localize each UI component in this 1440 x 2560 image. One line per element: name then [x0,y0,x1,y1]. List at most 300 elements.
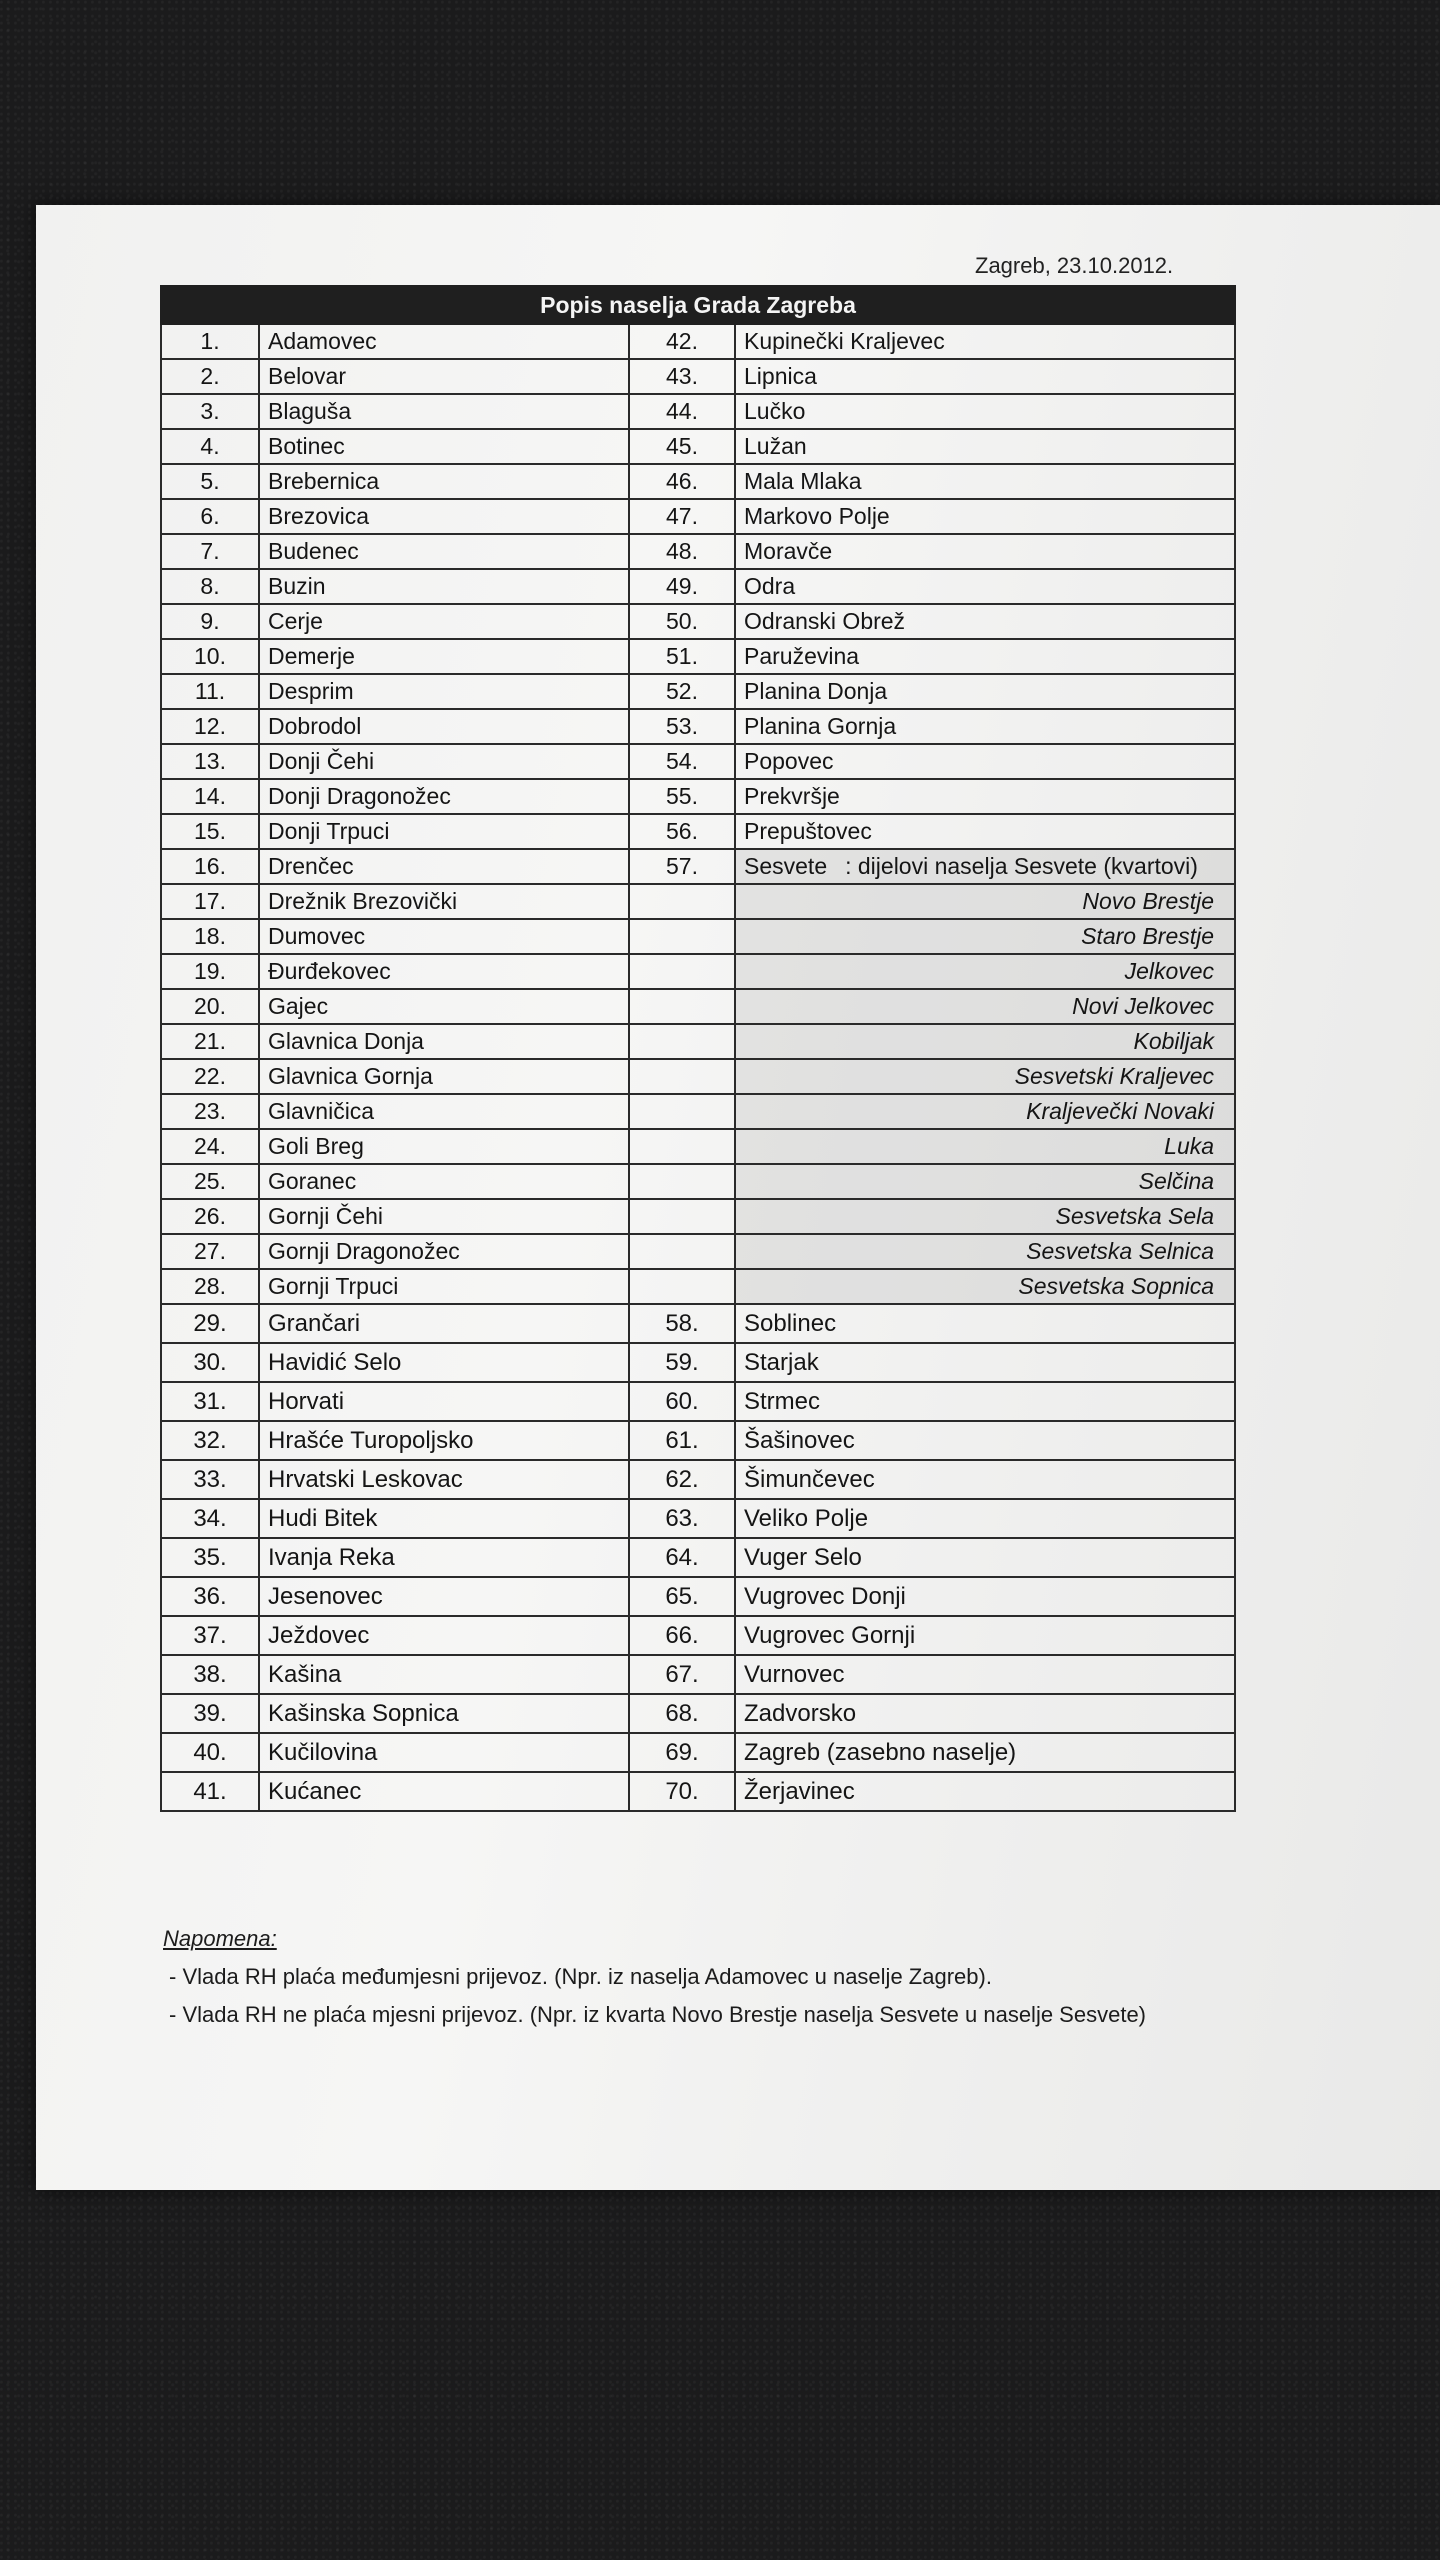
right-number-text: 58. [665,1309,699,1337]
left-settlement-text: Dumovec [268,923,366,949]
right-number [629,359,735,394]
right-settlement [735,429,1235,464]
left-number-text: 34. [193,1504,227,1532]
left-number [161,1694,259,1733]
right-number [629,709,735,744]
left-number-text: 11. [194,678,226,704]
left-settlement [259,1164,629,1199]
right-settlement [735,709,1235,744]
note-line-2: - Vlada RH ne plaća mjesni prijevoz. (Npr. iz kvarta Novo Brestje naselja Sesvete u naselje Sesvete) [169,2002,1147,2027]
table-row [161,1772,1235,1811]
left-settlement-text: Gornji Trpuci [268,1273,399,1299]
sesvete-quarter [735,1164,1235,1199]
right-number-text: 49. [666,573,698,599]
sesvete-quarter-text: Luka [1164,1133,1215,1159]
right-settlement [735,1733,1235,1772]
table-row [161,1164,1235,1199]
right-number [629,1304,735,1343]
right-settlement [735,1577,1235,1616]
right-number [629,499,735,534]
table-row [161,1094,1235,1129]
left-number [161,1577,259,1616]
left-settlement [259,1499,629,1538]
right-number [629,1577,735,1616]
right-settlement-text: Planina Donja [744,678,888,704]
left-number [161,1304,259,1343]
table-row [161,954,1235,989]
left-number-text: 25. [194,1168,226,1194]
left-number-text: 38. [193,1660,227,1688]
right-number [629,324,735,359]
right-number-text: 61. [665,1426,699,1454]
sesvete-quarter-text: Sesvetska Selnica [1026,1238,1215,1264]
left-number-text: 10. [194,643,226,669]
table-row [161,1421,1235,1460]
left-number-text: 8. [200,573,220,599]
right-number [629,569,735,604]
left-settlement [259,534,629,569]
left-number-text: 6. [200,503,220,529]
left-number [161,919,259,954]
note-block [163,1920,1146,2034]
left-number [161,1059,259,1094]
left-settlement-text: Glavnica Gornja [268,1063,433,1089]
sesvete-quarter-text: Staro Brestje [1081,923,1215,949]
right-settlement [735,779,1235,814]
left-number-text: 41. [193,1777,227,1805]
left-settlement [259,1421,629,1460]
sesvete-quarter [735,1129,1235,1164]
left-settlement-text: Glavnica Donja [268,1028,424,1054]
table-row [161,639,1235,674]
left-settlement [259,1733,629,1772]
left-settlement-text: Cerje [268,608,323,634]
table-row [161,499,1235,534]
left-settlement-text: Hudi Bitek [268,1504,378,1532]
left-number [161,884,259,919]
table-row [161,1234,1235,1269]
left-number [161,639,259,674]
left-settlement-text: Gornji Čehi [268,1203,384,1229]
right-number [629,1655,735,1694]
left-settlement-text: Kučilovina [268,1738,378,1766]
left-number-text: 33. [193,1465,227,1493]
sesvete-quarter [735,919,1235,954]
right-settlement [735,464,1235,499]
left-number-text: 17. [194,888,226,914]
table-row [161,1538,1235,1577]
right-number [629,1199,735,1234]
sesvete-quarter-text: Sesvetska Sopnica [1018,1273,1215,1299]
right-settlement [735,569,1235,604]
table-row [161,1733,1235,1772]
left-settlement [259,814,629,849]
table-row [161,884,1235,919]
table-row [161,569,1235,604]
left-number-text: 3. [200,398,220,424]
left-settlement [259,884,629,919]
left-settlement [259,604,629,639]
left-number-text: 26. [194,1203,226,1229]
right-number [629,1460,735,1499]
left-number-text: 28. [194,1273,226,1299]
sesvete-quarter-text: Sesvetski Kraljevec [1014,1063,1215,1089]
right-settlement-text: Žerjavinec [744,1777,855,1805]
sesvete-quarter-text: Jelkovec [1124,958,1215,984]
left-settlement-text: Adamovec [268,328,377,354]
settlements-table [160,285,1236,1812]
note-title: Napomena: [163,1926,277,1951]
right-number [629,814,735,849]
left-settlement [259,1460,629,1499]
right-settlement [735,604,1235,639]
right-number-text: 54. [666,748,698,774]
right-number [629,674,735,709]
sesvete-quarter [735,884,1235,919]
left-number [161,849,259,884]
left-number-text: 32. [193,1426,227,1454]
right-number-text: 42. [666,328,698,354]
right-number-text: 64. [665,1543,699,1571]
table-row [161,1616,1235,1655]
right-number [629,394,735,429]
right-settlement-text: Prepuštovec [744,818,872,844]
right-number-text: 45. [666,433,698,459]
sesvete-quarter [735,1059,1235,1094]
table-row [161,359,1235,394]
right-number [629,884,735,919]
right-settlement [735,1382,1235,1421]
left-number [161,1129,259,1164]
left-settlement [259,1343,629,1382]
right-number [629,1094,735,1129]
left-number-text: 37. [193,1621,227,1649]
left-number-text: 35. [193,1543,227,1571]
right-number [629,1164,735,1199]
left-settlement [259,1199,629,1234]
sesvete-quarter-text: Novi Jelkovec [1072,993,1215,1019]
left-settlement-text: Kašina [268,1660,342,1688]
table-row [161,464,1235,499]
table-row [161,534,1235,569]
left-settlement-text: Gajec [268,993,329,1019]
table-row [161,604,1235,639]
left-number [161,1733,259,1772]
table-row [161,1343,1235,1382]
right-number [629,1772,735,1811]
left-settlement-text: Glavničica [268,1098,375,1124]
right-settlement-text: Lipnica [744,363,817,389]
right-number [629,534,735,569]
left-number-text: 40. [193,1738,227,1766]
left-number [161,744,259,779]
table-row [161,1199,1235,1234]
left-number-text: 39. [193,1699,227,1727]
sesvete-quarter-text: Kraljevečki Novaki [1026,1098,1215,1124]
left-number-text: 14. [194,783,226,809]
table-row [161,1129,1235,1164]
table-row [161,1577,1235,1616]
right-number-text: 59. [665,1348,699,1376]
left-settlement-text: Kućanec [268,1777,362,1805]
right-number-text: 62. [665,1465,699,1493]
left-settlement [259,1129,629,1164]
table-row [161,849,1235,884]
sesvete-quarter [735,1024,1235,1059]
left-settlement-text: Gornji Dragonožec [268,1238,460,1264]
left-number-text: 1. [200,328,220,354]
left-settlement [259,464,629,499]
right-number-text: 46. [666,468,698,494]
left-settlement [259,1694,629,1733]
document-date: Zagreb, 23.10.2012. [975,253,1174,278]
table-row [161,779,1235,814]
left-number [161,1772,259,1811]
right-number [629,1343,735,1382]
left-number-text: 29. [193,1309,227,1337]
right-number [629,1694,735,1733]
right-settlement [735,1538,1235,1577]
right-settlement-text: Mala Mlaka [744,468,862,494]
right-settlement-text: Vuger Selo [744,1543,862,1571]
left-settlement [259,359,629,394]
table-row [161,1024,1235,1059]
left-settlement [259,779,629,814]
left-number-text: 4. [200,433,220,459]
left-number [161,779,259,814]
right-settlement [735,324,1235,359]
right-settlement [735,639,1235,674]
left-number [161,569,259,604]
table-row [161,1655,1235,1694]
left-settlement [259,1655,629,1694]
left-settlement-text: Hrašće Turopoljsko [268,1426,474,1454]
left-settlement-text: Botinec [268,433,345,459]
left-number-text: 16. [194,853,226,879]
left-settlement [259,744,629,779]
right-number [629,1499,735,1538]
left-number [161,324,259,359]
table-row [161,324,1235,359]
left-settlement-text: Hrvatski Leskovac [268,1465,463,1493]
table-row [161,394,1235,429]
left-settlement-text: Horvati [268,1387,345,1415]
left-settlement [259,1616,629,1655]
right-number [629,429,735,464]
right-settlement-text: Šimunčevec [744,1465,875,1493]
right-number-text: 44. [666,398,698,424]
right-settlement [735,1499,1235,1538]
left-settlement [259,1269,629,1304]
left-settlement-text: Ježdovec [268,1621,370,1649]
left-settlement [259,1094,629,1129]
left-settlement [259,1577,629,1616]
left-number [161,604,259,639]
right-settlement-text: Odranski Obrež [744,608,906,634]
right-number [629,1382,735,1421]
left-settlement-text: Blaguša [268,398,352,424]
left-settlement [259,919,629,954]
table-row [161,989,1235,1024]
table-title: Popis naselja Grada Zagreba [161,286,1235,324]
left-number [161,1343,259,1382]
right-number [629,464,735,499]
sesvete-quarter [735,1234,1235,1269]
right-number [629,639,735,674]
left-number-text: 12. [194,713,226,739]
right-settlement [735,814,1235,849]
right-number [629,604,735,639]
right-settlement-text: Zadvorsko [744,1699,857,1727]
left-settlement-text: Belovar [268,363,346,389]
left-settlement [259,1234,629,1269]
right-number [629,1733,735,1772]
right-settlement-text: Lužan [744,433,807,459]
left-settlement-text: Brebernica [268,468,380,494]
right-number-text: 43. [666,363,698,389]
left-settlement-text: Donji Trpuci [268,818,390,844]
right-settlement-text: Vugrovec Donji [744,1582,906,1610]
right-settlement-text: Strmec [744,1387,821,1415]
sesvete-quarter-text: Kobiljak [1133,1028,1215,1054]
sesvete-quarter [735,989,1235,1024]
right-number [629,989,735,1024]
right-number-text: 48. [666,538,698,564]
table-row [161,744,1235,779]
right-settlement-text: Planina Gornja [744,713,897,739]
right-settlement-text: Starjak [744,1348,819,1376]
right-settlement-text: Soblinec [744,1309,837,1337]
right-number [629,1024,735,1059]
right-settlement-text: Popovec [744,748,834,774]
left-settlement-text: Grančari [268,1309,361,1337]
left-number [161,359,259,394]
left-settlement [259,1059,629,1094]
right-settlement [735,499,1235,534]
left-settlement [259,989,629,1024]
right-number [629,1616,735,1655]
left-settlement [259,1024,629,1059]
left-settlement-text: Desprim [268,678,354,704]
left-number [161,1421,259,1460]
left-number [161,464,259,499]
left-settlement-text: Drenčec [268,853,354,879]
right-number-text: 70. [665,1777,699,1805]
right-number [629,1129,735,1164]
left-number-text: 5. [200,468,220,494]
right-number-text: 50. [666,608,698,634]
sesvete-quarter [735,1269,1235,1304]
left-number [161,1382,259,1421]
right-settlement [735,849,1235,884]
right-number [629,1234,735,1269]
left-number-text: 21. [194,1028,226,1054]
left-number [161,1499,259,1538]
left-number [161,1460,259,1499]
right-number-text: 66. [665,1621,699,1649]
left-number [161,1269,259,1304]
left-number [161,1538,259,1577]
left-settlement [259,674,629,709]
right-settlement [735,534,1235,569]
left-number [161,1234,259,1269]
right-number [629,744,735,779]
right-settlement [735,1460,1235,1499]
right-number-text: 56. [666,818,698,844]
right-number-text: 63. [665,1504,699,1532]
left-number-text: 30. [193,1348,227,1376]
sesvete-quarter [735,954,1235,989]
left-number-text: 13. [194,748,226,774]
left-number-text: 7. [200,538,220,564]
right-settlement [735,359,1235,394]
right-settlement [735,1304,1235,1343]
right-number-text: 68. [665,1699,699,1727]
table-body [161,324,1235,1811]
right-number [629,1421,735,1460]
table-row [161,709,1235,744]
left-settlement-text: Kašinska Sopnica [268,1699,459,1727]
left-number-text: 20. [194,993,226,1019]
left-settlement [259,394,629,429]
right-number-text: 69. [665,1738,699,1766]
left-settlement [259,709,629,744]
sesvete-quarter [735,1199,1235,1234]
left-number-text: 9. [200,608,220,634]
right-settlement-text: Moravče [744,538,833,564]
right-settlement [735,1616,1235,1655]
left-number [161,1024,259,1059]
right-settlement-text: Vugrovec Gornji [744,1621,916,1649]
right-number-text: 47. [666,503,698,529]
table-row [161,919,1235,954]
sesvete-quarter [735,1094,1235,1129]
left-settlement-text: Đurđekovec [268,958,391,984]
left-number [161,709,259,744]
right-settlement [735,1694,1235,1733]
left-settlement [259,954,629,989]
right-settlement-text: Prekvršje [744,783,840,809]
sesvete-quarter-text: Novo Brestje [1082,888,1215,914]
right-settlement-text: Veliko Polje [744,1504,869,1532]
right-number [629,1538,735,1577]
sesvete-quarters-label: : dijelovi naselja Sesvete (kvartovi) [845,853,1198,879]
left-settlement [259,849,629,884]
left-settlement-text: Goli Breg [268,1133,364,1159]
left-number-text: 24. [194,1133,226,1159]
left-settlement [259,499,629,534]
left-settlement-text: Dobrodol [268,713,362,739]
table-row [161,1304,1235,1343]
left-number [161,989,259,1024]
left-number [161,814,259,849]
table-row [161,1059,1235,1094]
left-settlement [259,1382,629,1421]
left-number-text: 23. [194,1098,226,1124]
right-number [629,954,735,989]
table-row [161,674,1235,709]
left-number-text: 15. [194,818,226,844]
left-number-text: 31. [193,1387,227,1415]
right-number-text: 60. [665,1387,699,1415]
right-settlement-text: Vurnovec [744,1660,845,1688]
left-settlement-text: Brezovica [268,503,369,529]
right-number [629,1059,735,1094]
right-settlement-text: Zagreb (zasebno naselje) [744,1738,1017,1766]
right-number [629,919,735,954]
right-settlement [735,394,1235,429]
left-number [161,394,259,429]
